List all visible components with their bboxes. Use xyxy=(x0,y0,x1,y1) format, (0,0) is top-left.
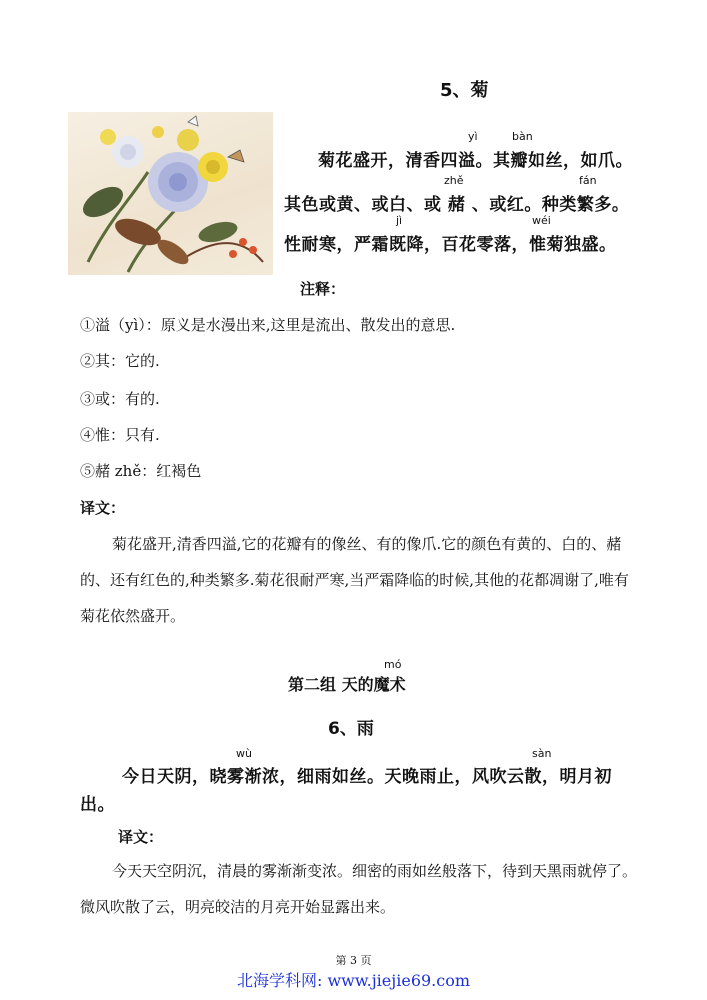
translation-5: 菊花盛开,清香四溢,它的花瓣有的像丝、有的像爪.它的颜色有黄的、白的、赭的、还有红色的,种类繁多.菊花很耐严寒,当严霜降临的时候,其他的花都凋谢了,唯有菊花依然盛开。 xyxy=(80,535,629,625)
section-5-poem-line-2: 其色或黄、或白、或 赭 、或红。种类繁多。 xyxy=(284,195,630,215)
section-6-title: 6、雨 xyxy=(328,719,374,739)
pinyin-ban: bàn xyxy=(512,130,533,143)
footer-site-link[interactable]: 北海学科网: www.jiejie69.com xyxy=(236,971,471,990)
section-6-poem-line-2: 出。 xyxy=(80,795,115,815)
pinyin-fan: fán xyxy=(579,174,597,187)
pinyin-mo: mó xyxy=(384,658,402,671)
section-6-poem-line-1: 今日天阴，晓雾渐浓，细雨如丝。天晚雨止，风吹云散，明月初 xyxy=(122,767,612,787)
chrysanthemum-painting xyxy=(68,112,273,275)
pinyin-san: sàn xyxy=(532,747,552,760)
pinyin-zhe: zhě xyxy=(444,174,464,187)
section-5-poem-line-1: 菊花盛开，清香四溢。其瓣如丝，如爪。 xyxy=(318,151,633,171)
section-5-poem-line-3: 性耐寒，严霜既降，百花零落，惟菊独盛。 xyxy=(284,235,617,255)
note-5: ⑤赭 zhě：红褐色 xyxy=(80,462,202,480)
page-number: 第 3 页 xyxy=(335,954,372,967)
pinyin-wu: wù xyxy=(236,747,252,760)
note-4: ④惟：只有. xyxy=(80,426,160,444)
pinyin-yi: yì xyxy=(468,130,478,143)
note-3: ③或：有的. xyxy=(80,390,160,408)
group-2-title: 第二组 天的魔术 xyxy=(288,675,406,694)
translation-6: 今天天空阴沉，清晨的雾渐渐变浓。细密的雨如丝般落下，待到天黑雨就停了。微风吹散了云，明亮皎洁的月亮开始显露出来。 xyxy=(80,862,638,916)
note-1: ①溢（yì）：原义是水漫出来,这里是流出、散发出的意思. xyxy=(80,316,456,334)
pinyin-ji: jì xyxy=(396,214,403,227)
note-2: ②其：它的. xyxy=(80,352,160,370)
translation-heading-5: 译文： xyxy=(80,499,126,517)
notes-heading: 注释： xyxy=(300,280,346,298)
section-5-title: 5、菊 xyxy=(440,80,489,101)
pinyin-wei: wéi xyxy=(532,214,551,227)
chrysanthemum-illustration xyxy=(68,112,273,275)
translation-heading-6: 译文： xyxy=(118,828,164,846)
